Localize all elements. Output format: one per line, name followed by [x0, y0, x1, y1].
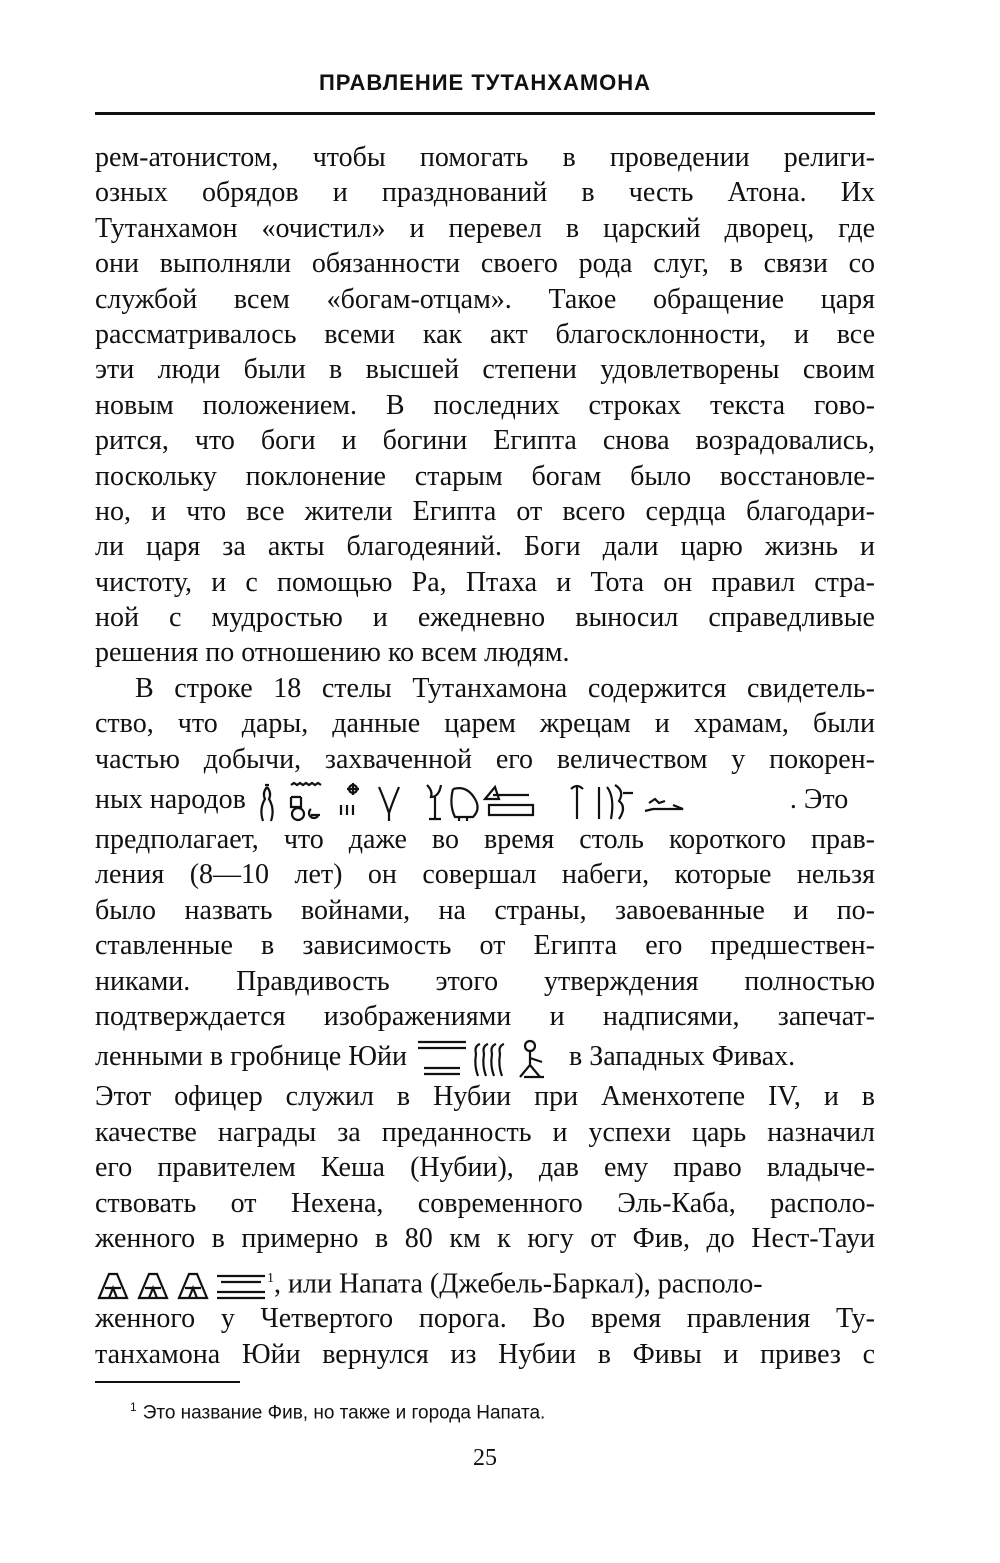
text-line: ли царя за акты благодеяний. Боги дали царю жизнь и	[95, 531, 875, 563]
text-line: его правителем Кеша (Нубии), дав ему право владыче-	[95, 1152, 875, 1184]
text-line-with-hieroglyphs	[95, 777, 875, 822]
text-line: ставленные в зависимость от Египта его предшествен-	[95, 930, 875, 962]
text-line: никами. Правдивость этого утверждения полностью	[95, 965, 875, 997]
footnote-rule	[95, 1381, 240, 1383]
hieroglyph-group-conquered-peoples-glyph	[253, 781, 783, 823]
hieroglyph-nest-taui-glyph	[95, 1268, 267, 1304]
text-line: решения по отношению ко всем людям.	[95, 637, 570, 669]
footnote-marker: 1	[130, 1400, 137, 1414]
text-line: озных обрядов и празднований в честь Атона. Их	[95, 177, 875, 209]
hieroglyph-name-yuya-glyph	[414, 1038, 562, 1080]
text-line: качестве награды за преданность и успехи царь назначил	[95, 1116, 875, 1148]
body-text	[95, 140, 875, 1372]
text-line: Тутанхамон «очистил» и перевел в царский дворец, где	[95, 212, 875, 244]
text-line: Этот офицер служил в Нубии при Аменхотепе IV, и в	[95, 1081, 875, 1113]
footnote-reference[interactable]: 1	[267, 1271, 274, 1287]
text-line: женного у Четвертого порога. Во время правления Ту-	[95, 1303, 875, 1335]
text-line: рем-атонистом, чтобы помогать в проведении религи-	[95, 142, 875, 173]
text-line: ствовать от Нехена, современного Эль-Каба, располо-	[95, 1187, 875, 1219]
text-line: предполагает, что даже во время столь короткого прав-	[95, 824, 875, 856]
text-fragment: , или Напата (Джебель-Баркал), располо-	[274, 1268, 763, 1300]
text-line: но, и что все жители Египта от всего сердца благодари-	[95, 495, 875, 527]
footnote-text: Это название Фив, но также и города Напата.	[142, 1402, 546, 1424]
text-line: рассматривалось всеми как акт благосклонности, и все	[95, 318, 875, 350]
text-fragment: ных народов	[95, 784, 246, 816]
text-line: они выполняли обязанности своего рода слуг, в связи со	[95, 248, 875, 280]
text-line: В строке 18 стелы Тутанхамона содержится свидетель-	[135, 672, 875, 704]
text-line: эти люди были в высшей степени удовлетворены своим	[95, 354, 875, 386]
text-fragment: . Это	[789, 784, 849, 816]
header-rule	[95, 112, 875, 115]
footnote	[130, 1400, 545, 1424]
text-line: частью добычи, захваченной его величеством у покорен-	[95, 743, 875, 775]
text-line: женного в примерно в 80 км к югу от Фив, до Нест-Тауи	[95, 1222, 875, 1254]
text-line: новым положением. В последних строках текста гово-	[95, 389, 875, 421]
text-line: было назвать войнами, на страны, завоеванные и по-	[95, 894, 875, 926]
text-line: ной с мудростью и ежедневно выносил справедливые	[95, 602, 875, 634]
text-line: ство, что дары, данные царем жрецам и храмам, были	[95, 708, 875, 740]
page-number: 25	[473, 1445, 497, 1471]
text-line: поскольку поклонение старым богам было восстановле-	[95, 460, 875, 492]
text-line-with-hieroglyphs	[95, 1034, 875, 1079]
text-fragment: в Западных Фивах.	[568, 1041, 796, 1073]
text-line: рится, что боги и богини Египта снова возрадовались,	[95, 425, 875, 457]
text-line: танхамона Юйи вернулся из Нубии в Фивы и привез с	[95, 1338, 875, 1370]
text-line: чистоту, и с помощью Ра, Птаха и Тота он правил стра-	[95, 566, 875, 598]
text-line: ления (8—10 лет) он совершал набеги, которые нельзя	[95, 859, 875, 891]
text-line-with-hieroglyphs	[95, 1256, 875, 1301]
text-fragment: ленными в гробнице Юйи	[95, 1041, 407, 1073]
text-line: службой всем «богам-отцам». Такое обращение царя	[95, 283, 875, 315]
text-line: подтверждается изображениями и надписями, запечат-	[95, 1000, 875, 1032]
running-title: ПРАВЛЕНИЕ ТУТАНХАМОНА	[318, 70, 652, 95]
